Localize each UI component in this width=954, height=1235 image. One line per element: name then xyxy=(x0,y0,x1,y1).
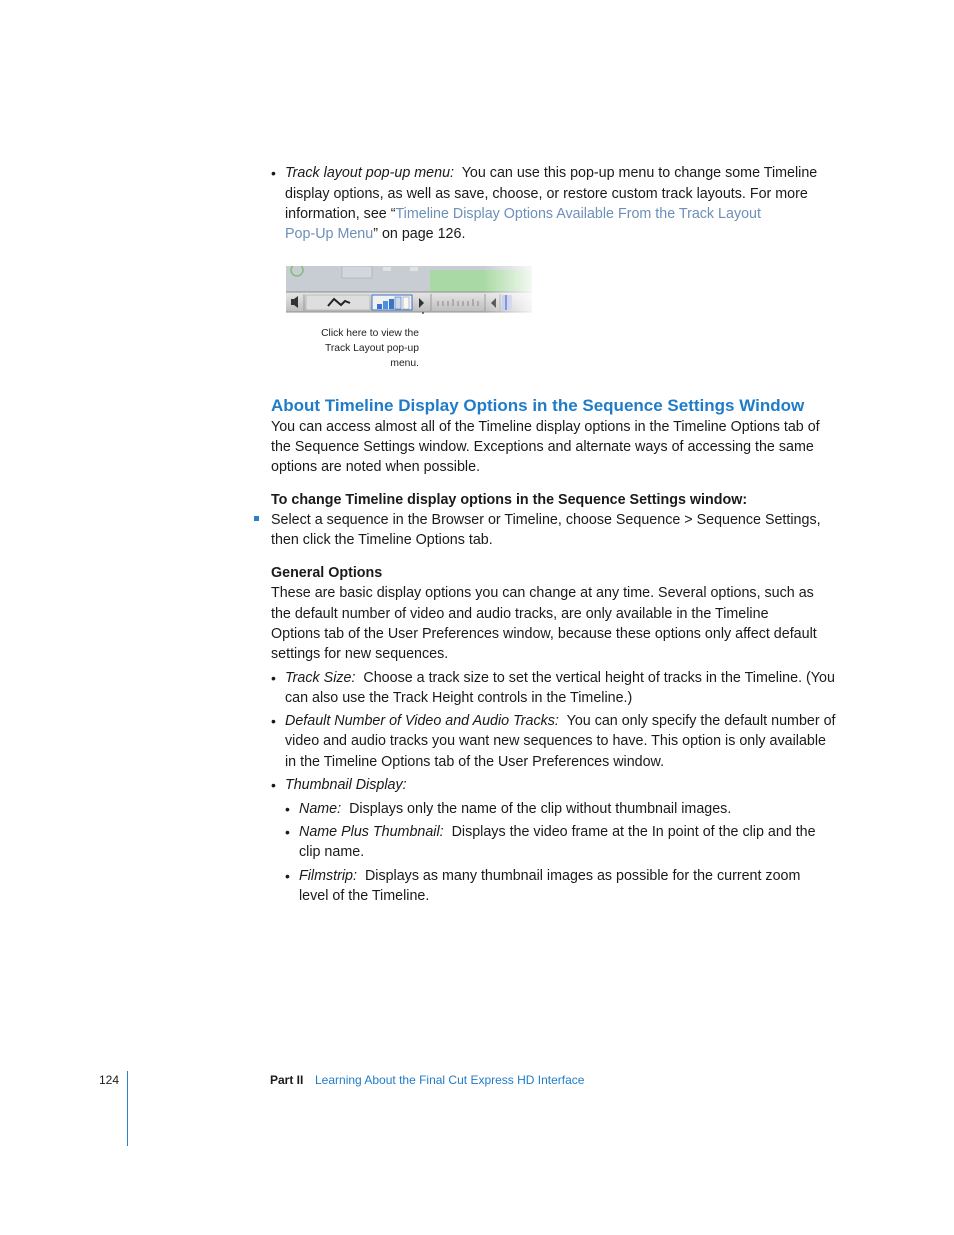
bullet-dot: • xyxy=(271,777,276,793)
default-tracks-line2: video and audio tracks you want new sequences to have. This option is only available xyxy=(285,733,826,749)
bullet-dot: • xyxy=(271,165,276,181)
step-line1: Select a sequence in the Browser or Timeline, choose Sequence > Sequence Settings, xyxy=(271,512,821,528)
general-line3: Options tab of the User Preferences window, because these options only affect default xyxy=(271,626,817,642)
name-option-line: Name: Displays only the name of the clip without thumbnail images. xyxy=(299,801,732,817)
footer-part-title: Learning About the Final Cut Express HD Interface xyxy=(315,1073,585,1087)
step-square-bullet xyxy=(254,516,259,521)
track-layout-line2: display options, as well as save, choose, or restore custom track layouts. For more xyxy=(285,186,808,202)
default-tracks-line1: Default Number of Video and Audio Tracks: You can only specify the default number of xyxy=(285,713,836,729)
bullet-dot: • xyxy=(285,824,290,840)
filmstrip-line1: Filmstrip: Displays as many thumbnail images as possible for the current zoom xyxy=(299,868,801,884)
general-options-heading: General Options xyxy=(271,565,383,581)
name-plus-thumbnail-line2: clip name. xyxy=(299,844,365,860)
filmstrip-line2: level of the Timeline. xyxy=(299,888,430,904)
page-number: 124 xyxy=(99,1073,120,1087)
timeline-screenshot xyxy=(286,266,532,314)
track-layout-line1: Track layout pop-up menu: You can use this pop-up menu to change some Timeline xyxy=(285,165,818,181)
cross-reference-link[interactable]: Timeline Display Options Available From the Track Layout xyxy=(395,206,761,222)
general-line2: the default number of video and audio tracks, are only available in the Timeline xyxy=(271,606,769,622)
default-tracks-line3: in the Timeline Options tab of the User Preferences window. xyxy=(285,754,665,770)
track-size-line1: Track Size: Choose a track size to set the vertical height of tracks in the Timeline. (You xyxy=(285,670,835,686)
track-layout-line3: information, see “Timeline Display Options Available From the Track Layout xyxy=(285,206,761,222)
figure-callout: Click here to view the Track Layout pop-up menu. xyxy=(321,328,419,369)
track-layout-line4: Pop-Up Menu” on page 126. xyxy=(285,226,466,242)
name-plus-thumbnail-line1: Name Plus Thumbnail: Displays the video frame at the In point of the clip and the xyxy=(299,824,816,840)
intro-line3: options are noted when possible. xyxy=(271,459,481,475)
footer-rule xyxy=(127,1071,128,1146)
bullet-dot: • xyxy=(285,801,290,817)
general-line1: These are basic display options you can change at any time. Several options, such as xyxy=(271,585,814,601)
step-line2: then click the Timeline Options tab. xyxy=(271,532,493,548)
bullet-dot: • xyxy=(285,868,290,884)
section-heading: About Timeline Display Options in the Sequence Settings Window xyxy=(271,396,805,415)
bullet-dot: • xyxy=(271,670,276,686)
bullet-dot: • xyxy=(271,713,276,729)
intro-line1: You can access almost all of the Timeline display options in the Timeline Options tab of xyxy=(271,419,820,435)
general-line4: settings for new sequences. xyxy=(271,646,449,662)
track-size-line2: can also use the Track Height controls in the Timeline.) xyxy=(285,690,633,706)
intro-line2: the Sequence Settings window. Exceptions and alternate ways of accessing the same xyxy=(271,439,814,455)
footer-part: Part II xyxy=(270,1073,304,1087)
cross-reference-link-cont[interactable]: Pop-Up Menu xyxy=(285,226,374,242)
task-heading: To change Timeline display options in the Sequence Settings window: xyxy=(271,492,748,508)
thumbnail-display-term: Thumbnail Display: xyxy=(285,777,407,793)
